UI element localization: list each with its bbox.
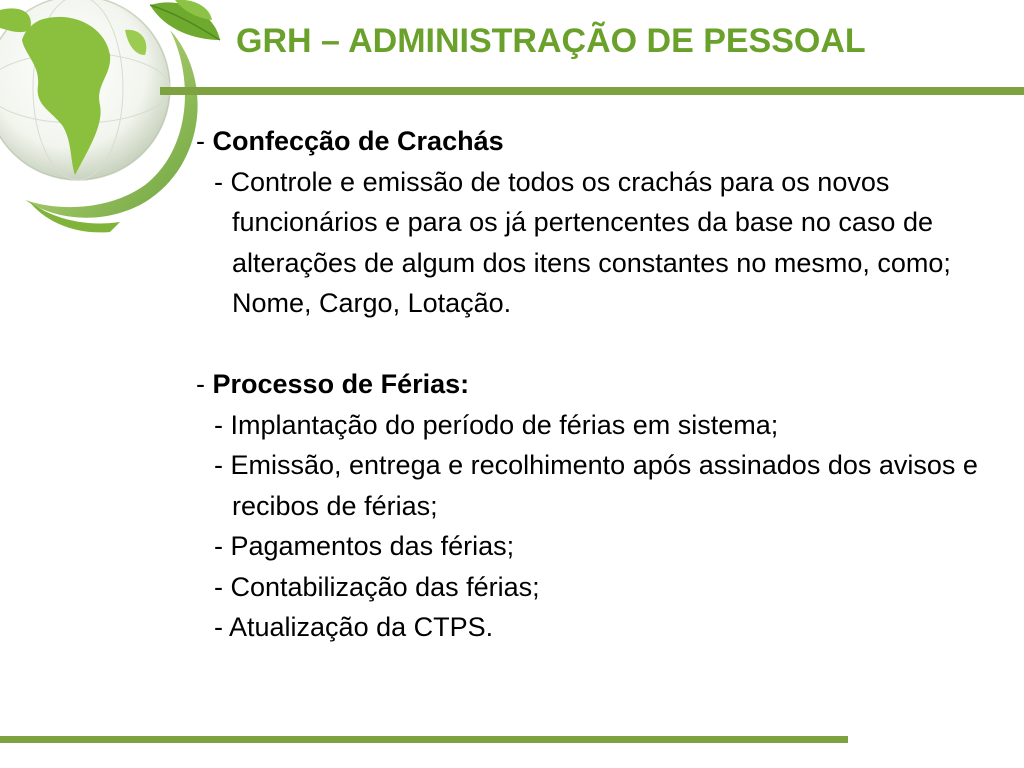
list-item: - Implantação do período de férias em sistema; — [214, 409, 779, 440]
heading-dash: - — [196, 369, 213, 399]
heading-text: Confecção de Crachás — [212, 126, 504, 156]
title-divider — [160, 87, 1024, 95]
section-ferias — [196, 364, 996, 648]
list-item: - Atualização da CTPS. — [214, 612, 494, 642]
list-item: - Contabilização das férias; — [214, 571, 540, 602]
list-item: - Pagamentos das férias; — [214, 531, 515, 561]
list-item: - Emissão, entrega e recolhimento após assinados dos avisos e recibos de férias; — [214, 450, 978, 521]
section-crachas — [196, 121, 996, 324]
slide-content — [196, 121, 996, 648]
section-heading — [196, 364, 996, 405]
heading-dash: - — [196, 126, 213, 156]
slide-title: GRH – ADMINISTRAÇÃO DE PESSOAL — [236, 22, 866, 60]
footer-divider — [0, 736, 848, 743]
spacer — [196, 324, 996, 365]
list-item: - Controle e emissão de todos os crachás para os novos funcionários e para os já pertencentes da base no caso de alterações de algum dos itens constantes no mesmo, como; Nome, Cargo, Lotação. — [214, 166, 951, 318]
heading-text: Processo de Férias: — [212, 369, 470, 399]
section-heading — [196, 121, 996, 162]
